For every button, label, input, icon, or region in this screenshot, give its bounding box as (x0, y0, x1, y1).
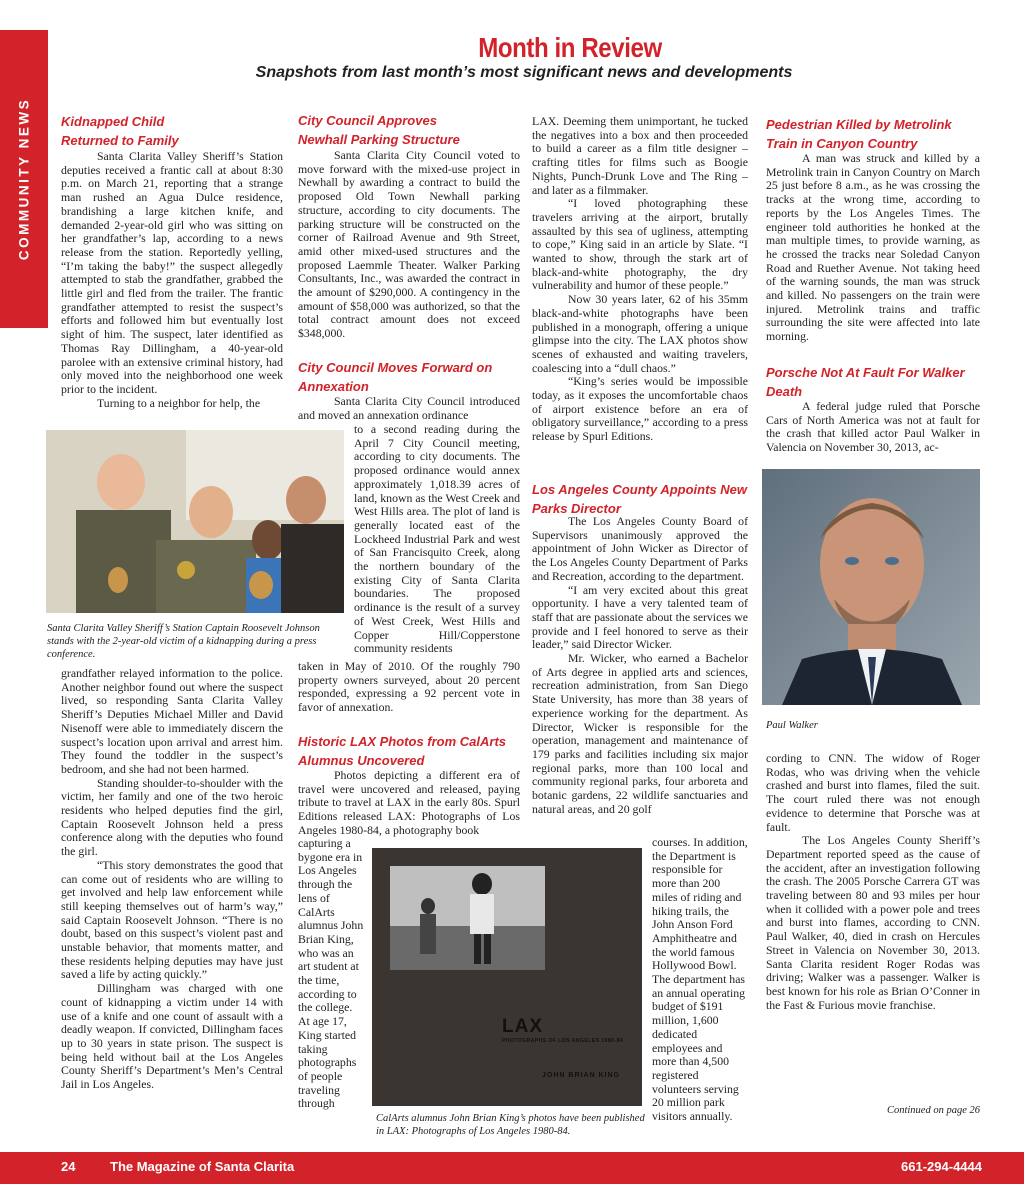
article-parks-body-narrow (652, 836, 748, 1124)
headline-council-parking: City Council Approves Newhall Parking Structure (298, 113, 460, 147)
paragraph: Turning to a neighbor for help, the (97, 395, 261, 410)
paragraph: “I loved photographing these travelers arriving at the airport, brutally assaulted by this sea of ugliness, attempting to cope,” King said in an article by Slate. “I wanted to show, through the stark art of black-and-white photography, the dry vulnerability and humor of these people.” (532, 196, 748, 293)
headline-annexation: City Council Moves Forward on Annexation (298, 360, 493, 394)
caption-paul-walker: Paul Walker (766, 720, 818, 731)
paragraph: to a second reading during the April 7 City Council meeting, according to city documents. The proposed ordinance would annex approximately 1,018.39 acres of land, known as the West Creek and West Hills area. The plot of land is generally located east of the Lockheed Industrial Park and west of San Francisquito Creek, along the northern boundary of the existing City of Santa Clarita boundaries. The proposed ordinance is the result of a survey of West Creek, West Hills and Copper Hill/Copperstone community residents (354, 422, 520, 656)
caption-sheriff-photo: Santa Clarita Valley Sheriff’s Station Captain Roosevelt Johnson stands with the 2-year-old victim of a kidnapping during a press conference. (47, 623, 320, 660)
book-photo-illustration (390, 866, 545, 970)
headline-lax: Historic LAX Photos from CalArts Alumnus Uncovered (298, 734, 507, 768)
continued-note: Continued on page 26 (886, 1105, 980, 1116)
page-footer (0, 1152, 1024, 1184)
paragraph: Santa Clarita City Council introduced and moved an annexation ordinance (298, 394, 520, 422)
publication-name: The Magazine of Santa Clarita (110, 1159, 295, 1174)
paragraph: taken in May of 2010. Of the roughly 790 property owners surveyed, about 20 percent responded, expressing a 92 percent vote in favor of annexation. (298, 659, 520, 715)
headline-kidnapped: Kidnapped Child Returned to Family (61, 114, 179, 148)
article-kidnapped-body-top (61, 150, 283, 410)
article-annexation-body-top (298, 395, 520, 422)
article-council-parking-body (298, 149, 520, 341)
paragraph: The Los Angeles County Sheriff’s Department reported speed as the cause of the accident, after an investigation following the crash. The 2005 Porsche Carrera GT was traveling between 80 and 93 miles per hour when it collided with a power pole and trees and burst into flames, according to CNN. Paul Walker, 40, died in crash on Hercules Street in Valencia on November 30, 2013. Santa Clarita resident Roger Rodas was driving; Walker was a passenger. Walker is best known for his role as Brian O’Conner in the Fast & Furious movie franchise. (766, 833, 980, 1012)
page-subtitle: Snapshots from last month’s most significant news and developments (255, 64, 793, 81)
book-subtitle: PHOTOGRAPHS OF LOS ANGELES 1980-84 (502, 1038, 624, 1044)
caption-lax-book: CalArts alumnus John Brian King’s photos have been published in LAX: Photographs of Los Angeles 1980-84. (376, 1113, 645, 1137)
paragraph: grandfather relayed information to the police. Another neighbor found out where the suspect lived, so responding Santa Clarita Valley Sheriff’s Deputies Michael Miller and David Nisenoff were able to immediately discern the suspect’s location upon arrival and arrest him. They found the toddler in the suspect’s bedroom, and she had not been harmed. (61, 666, 283, 776)
paragraph: capturing a bygone era in Los Angeles through the lens of CalArts alumnus John Brian King, who was an art student at the time, according to the college. At age 17, King started taking photographs of people traveling through (298, 836, 364, 1111)
article-parks-body-top (532, 515, 748, 816)
article-porsche-body-bottom (766, 752, 980, 1012)
article-lax-body-top (298, 769, 520, 838)
paragraph: “King’s series would be impossible today, as it exposes the uncomfortable chaos of airport existence before an era of obligatory surveillance,” according to a press release by Spurl Editions. (532, 374, 748, 444)
article-metrolink-body (766, 152, 980, 344)
headline-porsche: Porsche Not At Fault For Walker Death (766, 365, 965, 399)
article-lax-body-continued (532, 115, 748, 444)
article-porsche-body-top (766, 400, 980, 455)
paragraph: Santa Clarita Valley Sheriff’s Station deputies received a frantic call at about 8:30 p.m. on March 21, reporting that a strange man rushed an Agua Dulce residence, brandishing a large kitchen knife, and demanded 2-year-old girl who was sitting on her grandfather’s lap, according to a news release from the station. Reportedly yelling, “I’m taking the baby!” the suspect allegedly attempted to stab the grandfather, grabbed the little girl and fled from the trailer. The frantic grandfather attempted to resist the suspect’s efforts and followed him but eventually lost sight of him. The suspect, later identified as Thomas Ray Dillingham, a 40-year-old parolee with an extensive criminal history, had only moved into the neighborhood one week prior to the incident. (61, 149, 283, 396)
paragraph: Mr. Wicker, who earned a Bachelor of Arts degree in applied arts and sciences, recreation administration, from San Diego State University, has more than 38 years of experience working for the department. As Director, Wicker is responsible for the operation, management and maintenance of 179 parks and facilities including six major regional parks, more than 100 local and community regional parks, four arboreta and botanic gardens, 22 wildlife sanctuaries and natural areas, and 20 golf (532, 651, 748, 816)
paragraph: cording to CNN. The widow of Roger Rodas, who was driving when the vehicle crashed and burst into flames, filed the suit. The court ruled there was not enough evidence to determine that Porsche was at fault. (766, 751, 980, 834)
paragraph: LAX. Deeming them unimportant, he tucked the negatives into a box and then proceeded to build a career as a film title designer – crafting titles for films such as Boogie Nights, Punch-Drunk Love and The Ring – and later as a filmmaker. (532, 114, 748, 197)
paragraph: Photos depicting a different era of travel were uncovered and released, paying tribute to travel at LAX in the early 80s. Spurl Editions released LAX: Photographs of Los Angeles 1980-84, a photography book (298, 768, 520, 837)
headline-metrolink: Pedestrian Killed by Metrolink Train in Canyon Country (766, 117, 952, 151)
paragraph: Dillingham was charged with one count of kidnapping a victim under 14 with use of a knife and one count of assault with a deadly weapon. If convicted, Dillingham faces up to 30 years in state prison. The suspect is being held without bail at the Los Angeles County Sheriff’s Department’s Men’s Central Jail in Los Angeles. (61, 981, 283, 1092)
article-kidnapped-body-bottom (61, 667, 283, 1092)
portrait-illustration (762, 469, 980, 705)
section-tab-label: COMMUNITY NEWS (16, 97, 32, 261)
paragraph: “This story demonstrates the good that can come out of residents who are willing to get involved and help law enforcement while still keeping themselves out of harm’s way,” said Captain Roosevelt Johnson. “There is no doubt, based on this suspect’s violent past and unstable behavior, that moments matter, and these residents helping deputies may have just saved a life by acting quickly.” (61, 857, 283, 982)
headline-parks: Los Angeles County Appoints New Parks Director (532, 482, 747, 516)
paragraph: Now 30 years later, 62 of his 35mm black-and-white photographs have been published in a monograph, offering a unique glimpse into the city. The LAX photos show scenes of exhausted and waiting travelers, coalescing into a “dull chaos.” (532, 292, 748, 375)
paragraph: The Los Angeles County Board of Supervisors unanimously approved the appointment of John Wicker as Director of the Los Angeles County Department of Parks and Recreation, according to the department. (532, 514, 748, 583)
article-annexation-body-narrow (354, 423, 520, 656)
paragraph: Standing shoulder-to-shoulder with the victim, her family and one of the two heroic residents who helped deputies find the girl, Captain Roosevelt Johnson held a press conference along with the deputies who found the girl. (61, 775, 283, 859)
page-number: 24 (61, 1159, 76, 1174)
sheriff-press-conference-photo (46, 430, 344, 613)
paragraph: Santa Clarita City Council voted to move forward with the mixed-use project in Newhall by awarding a contract to build the proposed Old Town Newhall parking structure, according to city documents. The parking structure will be constructed on the corner of Railroad Avenue and 9th Street, amid other mixed-used structures and the proposed Laemmle Theater. Walker Parking Consultants, Inc., was awarded the contract in the amount of $290,000. A contingency in the amount of $58,000 was authorized, so that the total contract amount does not exceed $348,000. (298, 148, 520, 341)
paul-walker-photo (762, 469, 980, 705)
section-tab (0, 30, 48, 328)
paragraph: “I am very excited about this great opportunity. I have a very talented team of staff that are passionate about the services we provide and I feel honored to serve as their leader,” said Director Wicker. (532, 582, 748, 652)
book-title: LAX (502, 1016, 543, 1037)
book-author: JOHN BRIAN KING (542, 1072, 621, 1079)
lax-book-cover (372, 848, 642, 1106)
phone-number: 661-294-4444 (901, 1159, 982, 1174)
paragraph: A federal judge ruled that Porsche Cars of North America was not at fault for the crash that killed actor Paul Walker in Valencia on November 30, 2013, ac- (766, 399, 980, 455)
paragraph: A man was struck and killed by a Metrolink train in Canyon Country on March 25 just before 8 a.m., as he was crossing the tracks at the wrong time, according to reports by the Los Angeles Times. The engineer told authorities he honked at the man multiple times, to provide warning, as he crossed the tracks near Soledad Canyon Road and Ruether Avenue. Not taking heed of the warning sounds, the man was struck and killed. No passengers on the train were injured. Metrolink trains and traffic surrounding the site were affected into late morning. (766, 151, 980, 344)
page-title: Month in Review (478, 32, 662, 63)
article-lax-body-narrow (298, 837, 364, 1111)
article-annexation-body-bottom (298, 660, 520, 715)
photo-illustration (46, 430, 344, 613)
book-cover-photo (390, 866, 545, 970)
paragraph: courses. In addition, the Department is responsible for more than 200 miles of riding and hiking trails, the John Anson Ford Amphitheatre and the world famous Hollywood Bowl. The department has an annual operating budget of $191 million, 1,600 dedicated employees and more than 4,500 registered volunteers serving 20 million park visitors annually. (652, 835, 748, 1124)
